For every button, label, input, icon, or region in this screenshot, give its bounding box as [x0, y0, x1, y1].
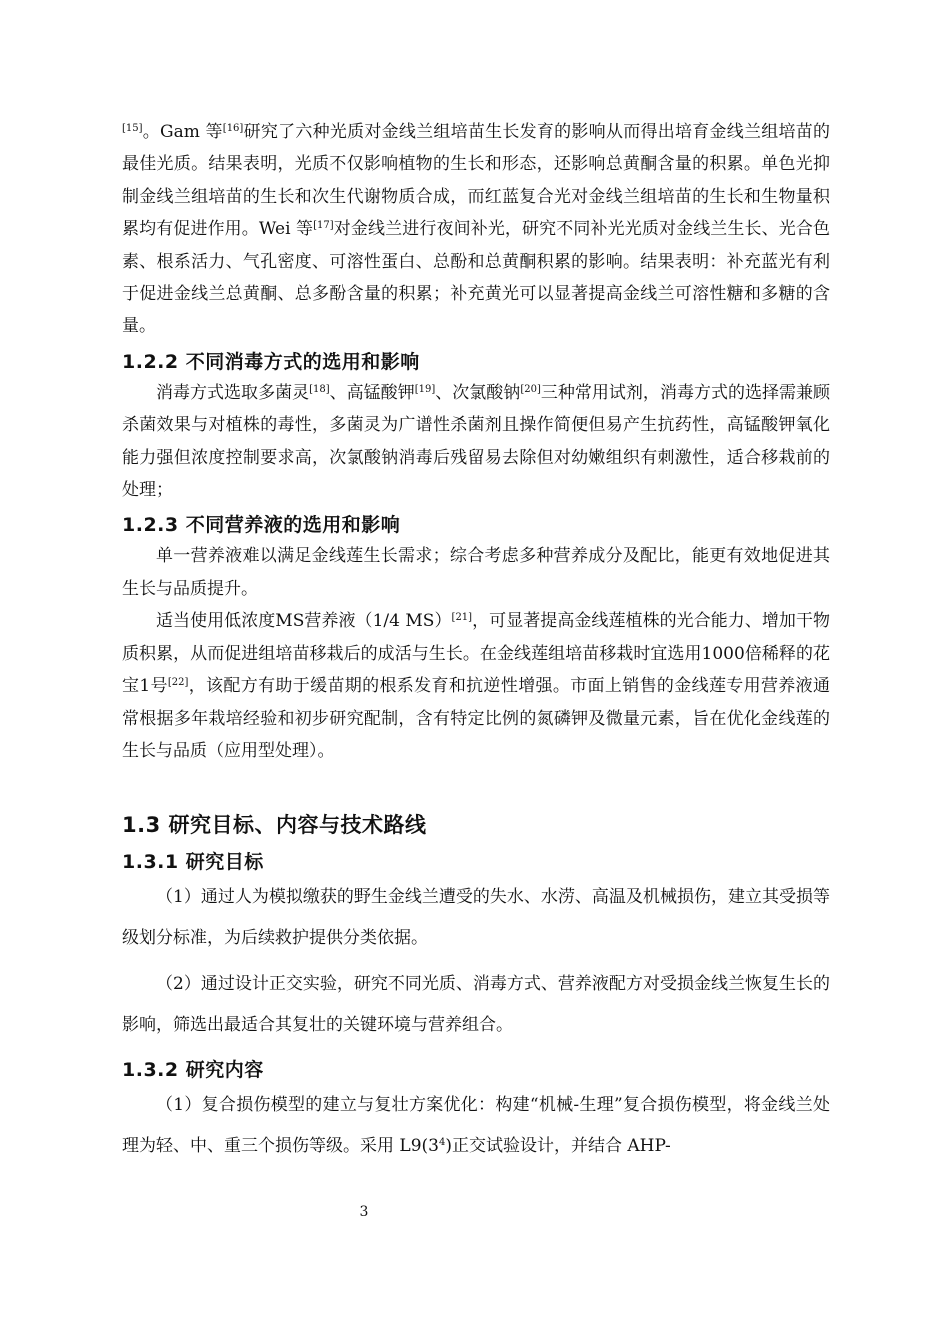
paragraph-text: ，该配方有助于缓苗期的根系发育和抗逆性增强。市面上销售的金线莲专用营养液通常根据多年栽培经验和初步研究配制，含有特定比例的氮磷钾及微量元素，旨在优化金线莲的生长与品质（应用型处理）。	[122, 676, 830, 761]
citation: [16]	[222, 123, 244, 134]
citation: [18]	[309, 383, 330, 395]
paragraph-spacer	[122, 1045, 830, 1051]
citation: [17]	[313, 220, 334, 232]
paragraph-goal-1: （1）通过人为模拟缴获的野生金线兰遭受的失水、水涝、高温及机械损伤，建立其受损等级划分标准，为后续救护提供分类依据。	[122, 887, 830, 948]
paragraph-content-1	[122, 1085, 830, 1166]
paragraph-text: 消毒方式选取多菌灵	[156, 382, 310, 403]
page-content	[122, 116, 830, 1166]
paragraph-text: 、高锰酸钾	[329, 382, 415, 403]
superscript-exponent: 4	[438, 1136, 446, 1148]
paragraph-light-quality	[122, 116, 830, 343]
heading-1-3-2: 1.3.2 研究内容	[122, 1059, 264, 1082]
paragraph-disinfection	[122, 377, 830, 507]
paragraph-nutrient-single: 单一营养液难以满足金线莲生长需求；综合考虑多种营养成分及配比，能更有效地促进其生长与品质提升。	[122, 546, 830, 599]
citation: [19]	[414, 383, 436, 395]
paragraph-text: 适当使用低浓度MS营养液（1/4 MS）	[156, 611, 452, 632]
paragraph-goal-2: （2）通过设计正交实验，研究不同光质、消毒方式、营养液配方对受损金线兰恢复生长的影响，筛选出最适合其复壮的关键环境与营养组合。	[122, 974, 830, 1035]
paragraph-text: （1）复合损伤模型的建立与复壮方案优化：构建“机械-生理”复合损伤模型，将金线兰处理为轻、中、重三个损伤等级。采用 L9(3	[122, 1095, 830, 1156]
paragraph-nutrient-ms	[122, 605, 830, 767]
citation: [22]	[167, 677, 189, 689]
section-spacer	[122, 767, 830, 807]
paragraph-text: 、次氯酸钠	[435, 382, 521, 403]
paragraph-text: 对金线兰进行夜间补光，研究不同补光光质对金线兰生长、光合色素、根系活力、气孔密度、可溶性蛋白、总酚和总黄酮积累的影响。结果表明：补充蓝光有利于促进金线兰总黄酮、总多酚含量的积累；补充黄光可以显著提高金线兰可溶性糖和多糖的含量。	[122, 219, 830, 337]
paragraph-text: ，可显著提高金线莲植株的光合能力、增加干物质积累，从而促进组培苗移栽后的成活与生长。在金线莲组培苗移栽时宜选用1000倍稀释的花宝1号	[122, 611, 831, 697]
paragraph-text: )正交试验设计，并结合 AHP-	[445, 1135, 671, 1156]
heading-1-2-2: 1.2.2 不同消毒方式的选用和影响	[122, 350, 420, 373]
heading-1-3-1: 1.3.1 研究目标	[122, 851, 264, 874]
paragraph-text: 研究了六种光质对金线兰组培苗生长发育的影响从而得出培育金线兰组培苗的最佳光质。结果表明，光质不仅影响植物的生长和形态，还影响总黄酮含量的积累。单色光抑制金线兰组培苗的生长和次生代谢物质合成，而红蓝复合光对金线兰组培苗的生长和生物量积累均有促进作用。Wei 等	[122, 122, 830, 240]
citation: [20]	[520, 383, 541, 395]
paragraph-text: 。Gam 等	[142, 122, 223, 142]
citation: [21]	[451, 612, 473, 624]
heading-1-2-3: 1.2.3 不同营养液的选用和影响	[122, 514, 401, 537]
paragraph-text: 三种常用试剂，消毒方式的选择需兼顾杀菌效果与对植株的毒性，多菌灵为广谱性杀菌剂且操作简便但易产生抗药性，高锰酸钾氧化能力强但浓度控制要求高，次氯酸钠消毒后残留易去除但对幼嫩组织有刺激性，适合移栽前的处理；	[122, 382, 831, 501]
heading-1-3: 1.3 研究目标、内容与技术路线	[122, 813, 427, 838]
page-number: 3	[359, 1204, 369, 1220]
citation: [15]	[122, 123, 143, 134]
